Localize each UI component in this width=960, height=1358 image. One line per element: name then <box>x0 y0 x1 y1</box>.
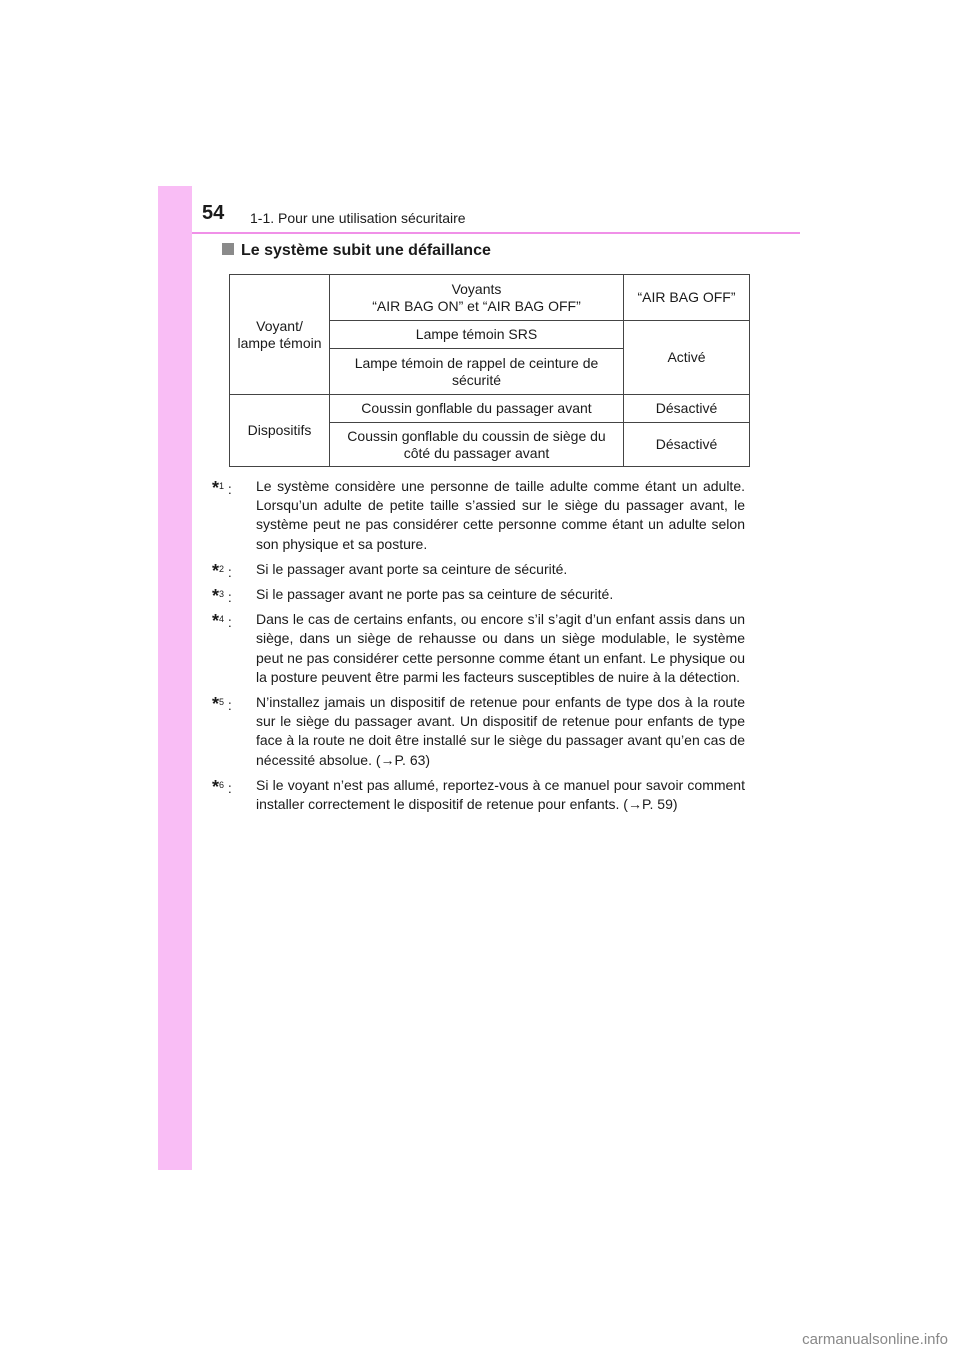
footnotes <box>212 477 745 820</box>
footnote: *$^4$ : Dans le cas de certains enfants, ou encore s’il s’agit d’un enfant assis dans un siège, dans un siège de rehausse ou dans un siège modulable, le système peut ne pas considérer cette personne comme étant un enfant. Le physique ou la posture peuvent être parmi les facteurs susceptibles de nuire à la détection. <box>212 611 745 685</box>
seatbelt-lamp-cell: Lampe témoin de rappel de ceinture de sécurité <box>330 349 624 395</box>
dispositifs-label-cell: Dispositifs <box>230 395 330 467</box>
footnote: *$^6$ : Si le voyant n’est pas allumé, reportez-vous à ce manuel pour savoir comment installer correctement le dispositif de retenue pour enfants. (→P. 59) <box>212 776 745 813</box>
header-voyants-cell: Voyants “AIR BAG ON” et “AIR BAG OFF” <box>330 275 624 321</box>
subheading-text: Le système subit une défaillance <box>241 242 491 259</box>
srs-lamp-cell: Lampe témoin SRS <box>330 321 624 349</box>
side-color-band <box>158 186 192 1170</box>
subheading <box>222 242 491 260</box>
footnote: *$^3$ : Si le passager avant ne porte pas sa ceinture de sécurité. <box>212 586 614 607</box>
status-table <box>229 274 750 467</box>
footnote: *$^2$ : Si le passager avant porte sa ceinture de sécurité. <box>212 560 568 581</box>
active-value-cell: Activé <box>624 321 750 395</box>
footnote: *$^1$ : Le système considère une personne de taille adulte comme étant un adulte. Lorsqu’un adulte de petite taille s’assied sur le siège du passager avant, le système peut ne pas considérer cette personne comme étant un adulte selon son physique et sa posture. <box>212 478 745 552</box>
section-title: 1-1. Pour une utilisation sécuritaire <box>250 210 466 226</box>
front-airbag-cell: Coussin gonflable du passager avant <box>330 395 624 423</box>
page-number: 54 <box>202 202 225 224</box>
cushion-airbag-cell: Coussin gonflable du coussin de siège du côté du passager avant <box>330 423 624 467</box>
footnote: *$^5$ : N’installez jamais un dispositif de retenue pour enfants de type dos à la route sur le siège du passager avant. Un dispositif de retenue pour enfants de type face à la route ne doit être installé sur le siège du passager avant qu’en cas de nécessité absolue. (→P. 63) <box>212 694 745 768</box>
voyant-label-cell: Voyant/ lampe témoin <box>230 275 330 395</box>
front-airbag-value-cell: Désactivé <box>624 395 750 423</box>
header-rule <box>192 232 800 234</box>
header-airbag-off-cell: “AIR BAG OFF” <box>624 275 750 321</box>
square-bullet-icon <box>222 243 234 255</box>
watermark-footer: carmanualsonline.info <box>802 1331 948 1348</box>
cushion-airbag-value-cell: Désactivé <box>624 423 750 467</box>
